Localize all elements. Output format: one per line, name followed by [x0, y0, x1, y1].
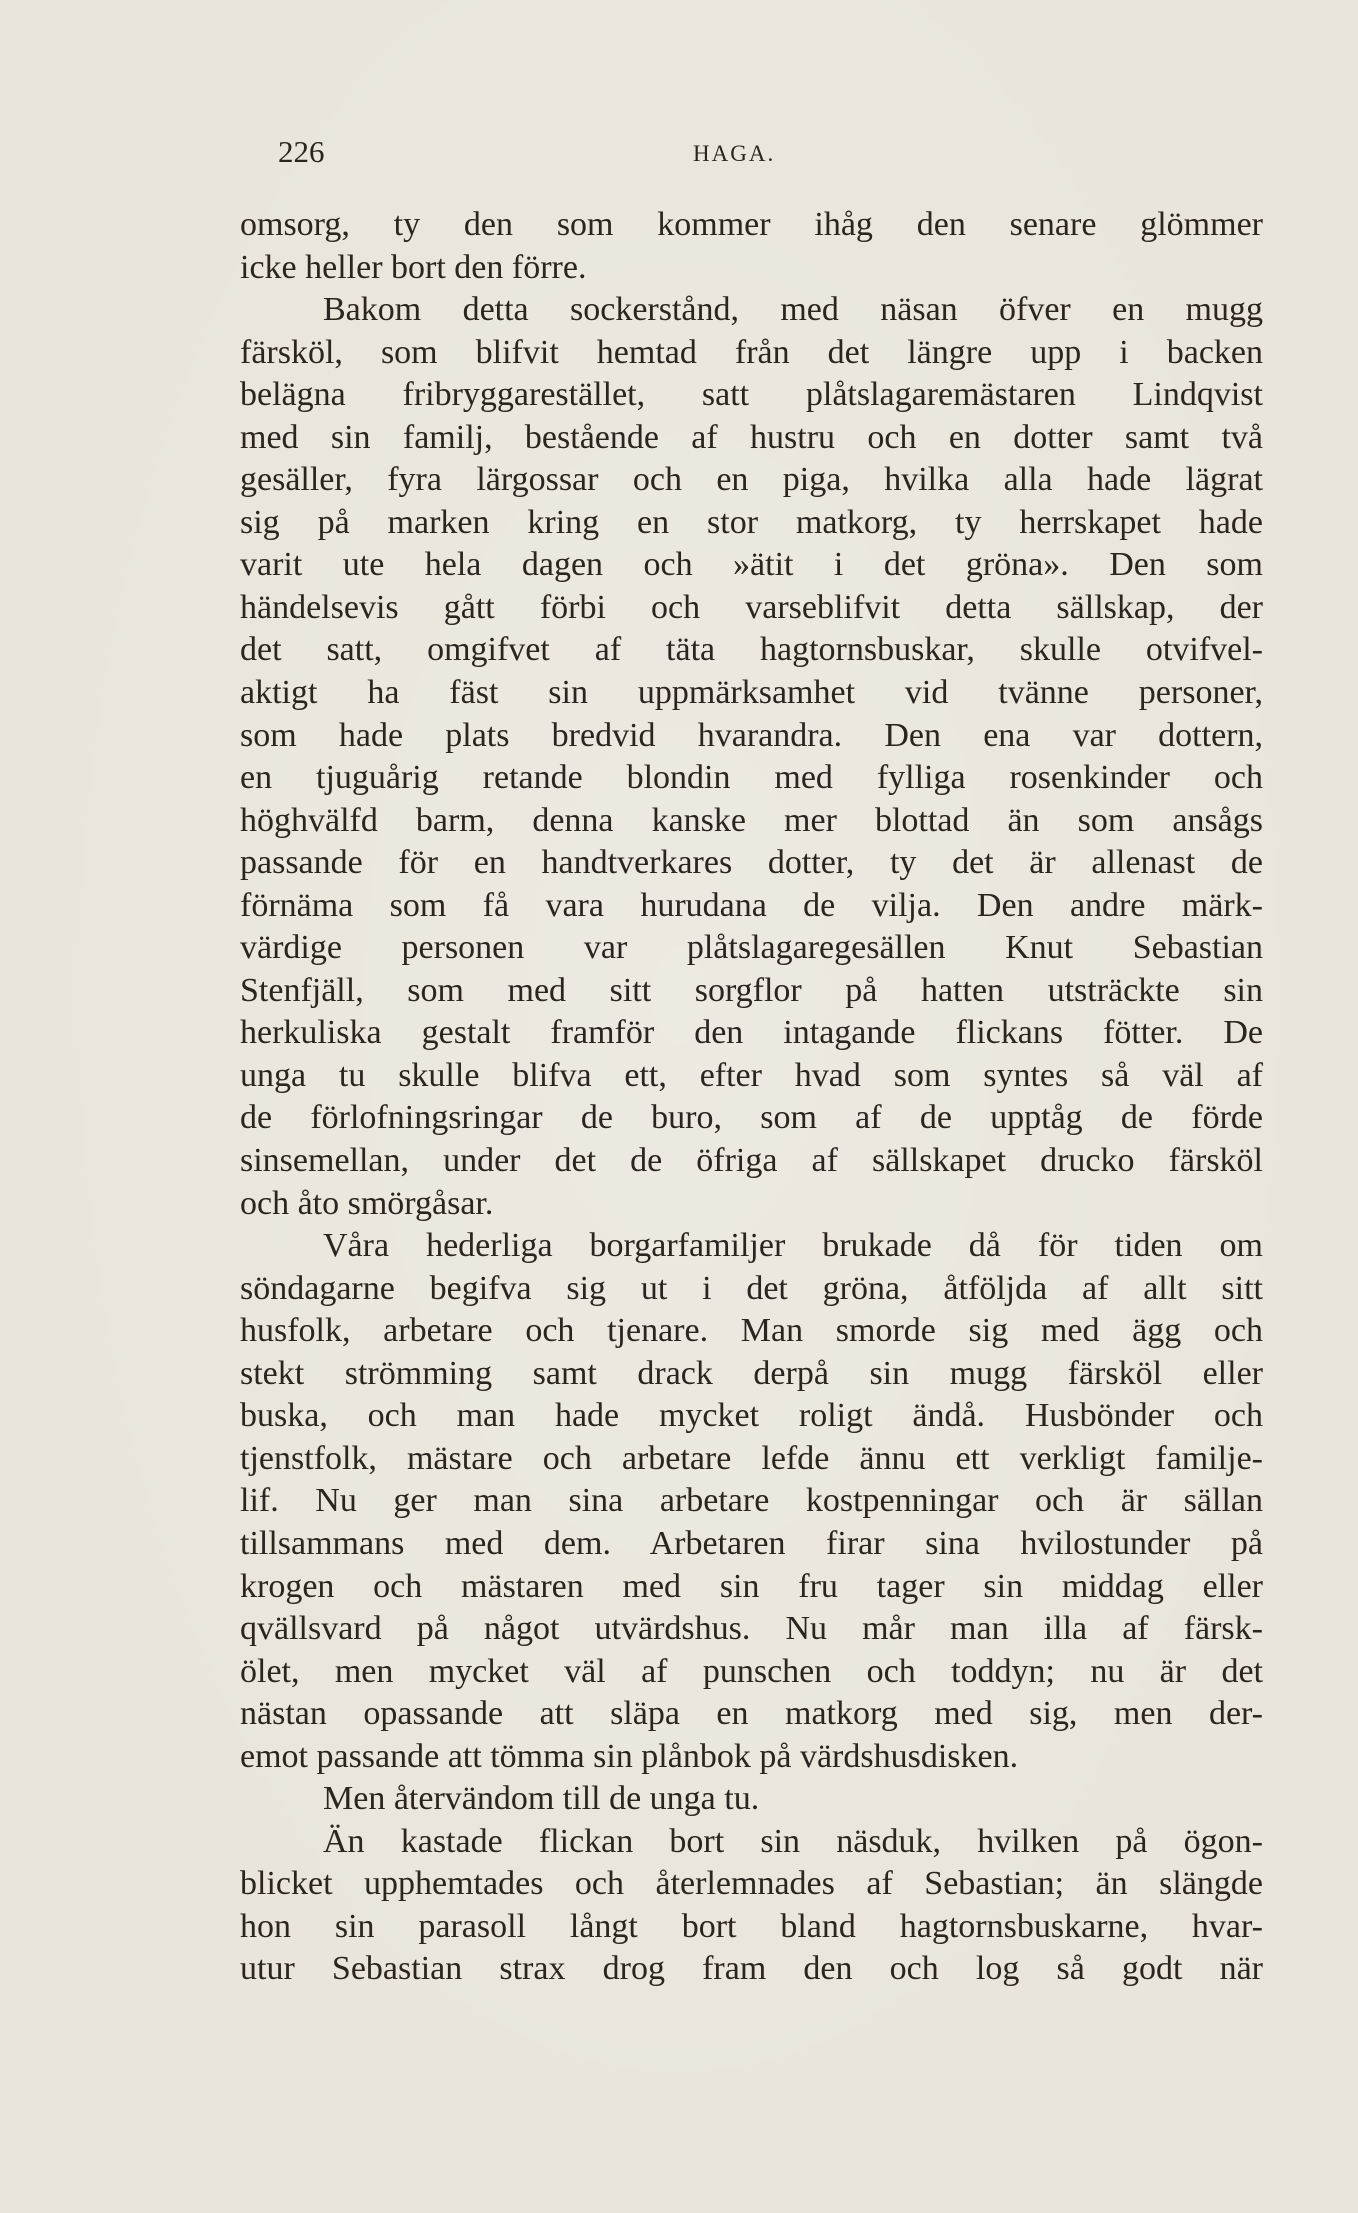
text-line: med sin familj, bestående af hustru och en dotter samt två — [240, 418, 1263, 456]
text-line: herkuliska gestalt framför den intagande flickans fötter. De — [240, 1014, 1263, 1052]
text-line: händelsevis gått förbi och varseblifvit detta sällskap, der — [240, 588, 1263, 626]
page-header — [278, 132, 1263, 172]
text-line: tjenstfolk, mästare och arbetare lefde ännu ett verkligt familje- — [240, 1439, 1263, 1477]
text-line: qvällsvard på något utvärdshus. Nu mår man illa af färsk- — [240, 1610, 1263, 1648]
text-line: höghvälfd barm, denna kanske mer blottad än som ansågs — [240, 801, 1263, 839]
text-line: buska, och man hade mycket roligt ändå. Husbönder och — [240, 1397, 1263, 1435]
text-line: stekt strömming samt drack derpå sin mugg färsköl eller — [240, 1354, 1263, 1392]
text-line: Men återvändom till de unga tu. — [323, 1780, 760, 1818]
text-line: sig på marken kring en stor matkorg, ty herrskapet hade — [240, 503, 1263, 541]
text-line: det satt, omgifvet af täta hagtornsbuskar, skulle otvifvel- — [240, 631, 1263, 669]
text-line: passande för en handtverkares dotter, ty det är allenast de — [240, 844, 1263, 882]
text-line: ölet, men mycket väl af punschen och toddyn; nu är det — [240, 1652, 1263, 1690]
text-line: som hade plats bredvid hvarandra. Den ena var dottern, — [240, 716, 1263, 754]
text-line: Stenfjäll, som med sitt sorgflor på hatten utsträckte sin — [240, 971, 1263, 1009]
text-line: förnäma som få vara hurudana de vilja. Den andre märk- — [240, 886, 1263, 924]
text-line: emot passande att tömma sin plånbok på värdshusdisken. — [240, 1737, 1019, 1775]
text-line: lif. Nu ger man sina arbetare kostpenningar och är sällan — [240, 1482, 1263, 1520]
running-head: HAGA. — [693, 141, 776, 166]
text-line: Bakom detta sockerstånd, med näsan öfver en mugg — [323, 291, 1263, 329]
page-number: 226 — [278, 134, 325, 169]
text-line: de förlofningsringar de buro, som af de upptåg de förde — [240, 1099, 1263, 1137]
text-line: varit ute hela dagen och »ätit i det gröna». Den som — [240, 546, 1263, 584]
text-line: omsorg, ty den som kommer ihåg den senare glömmer — [240, 206, 1263, 243]
text-line: sinsemellan, under det de öfriga af sällskapet drucko färsköl — [240, 1142, 1263, 1180]
text-line: belägna fribryggarestället, satt plåtslagaremästaren Lindqvist — [240, 376, 1263, 414]
text-line: husfolk, arbetare och tjenare. Man smorde sig med ägg och — [240, 1312, 1263, 1350]
text-line: nästan opassande att släpa en matkorg med sig, men der- — [240, 1695, 1263, 1733]
text-line: färsköl, som blifvit hemtad från det längre upp i backen — [240, 333, 1263, 371]
text-line: unga tu skulle blifva ett, efter hvad som syntes så väl af — [240, 1056, 1263, 1094]
text-line: värdige personen var plåtslagaregesällen Knut Sebastian — [240, 929, 1263, 967]
body-text — [240, 204, 1263, 1991]
text-line: söndagarne begifva sig ut i det gröna, åtföljda af allt sitt — [240, 1269, 1263, 1307]
text-line: blicket upphemtades och återlemnades af Sebastian; än slängde — [240, 1865, 1263, 1903]
text-line: utur Sebastian strax drog fram den och log så godt när — [240, 1950, 1263, 1988]
text-line: tillsammans med dem. Arbetaren firar sina hvilostunder på — [240, 1524, 1263, 1562]
text-line: Våra hederliga borgarfamiljer brukade då för tiden om — [323, 1227, 1263, 1265]
text-line: hon sin parasoll långt bort bland hagtornsbuskarne, hvar- — [240, 1907, 1263, 1945]
text-line: krogen och mästaren med sin fru tager sin middag eller — [240, 1567, 1263, 1605]
text-line: gesäller, fyra lärgossar och en piga, hvilka alla hade lägrat — [240, 461, 1263, 499]
text-line: Än kastade flickan bort sin näsduk, hvilken på ögon- — [323, 1822, 1263, 1860]
text-line: en tjuguårig retande blondin med fylliga rosenkinder och — [240, 759, 1263, 797]
text-line: och åto smörgåsar. — [240, 1184, 494, 1222]
text-line: aktigt ha fäst sin uppmärksamhet vid tvänne personer, — [240, 674, 1263, 712]
text-line: icke heller bort den förre. — [240, 248, 587, 286]
